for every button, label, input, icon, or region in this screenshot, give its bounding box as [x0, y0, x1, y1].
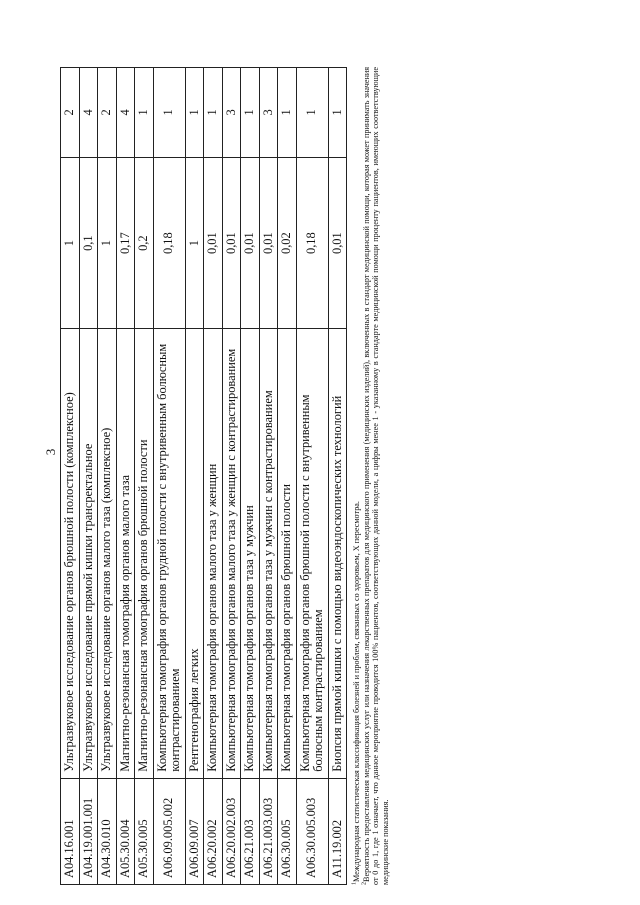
multiplicity-cell: 1 — [135, 68, 154, 158]
service-name-cell: Компьютерная томография органов малого таза у женщин — [204, 329, 223, 778]
service-name-cell: Магнитно-резонансная томография органов малого таза — [116, 329, 135, 778]
frequency-cell: 1 — [98, 157, 117, 329]
frequency-cell: 0,01 — [204, 157, 223, 329]
table-row — [204, 68, 223, 885]
service-code-cell: A05.30.005 — [135, 778, 154, 884]
footnote-1 — [352, 67, 362, 885]
table-row — [79, 68, 98, 885]
service-code-cell: A04.16.001 — [61, 778, 80, 884]
frequency-cell: 0,18 — [153, 157, 185, 329]
service-code-cell: A04.30.010 — [98, 778, 117, 884]
service-code-cell: A06.09.005.002 — [153, 778, 185, 884]
footnote-1-mark: 1 — [351, 882, 358, 885]
frequency-cell: 0,18 — [296, 157, 328, 329]
table-row — [222, 68, 241, 885]
multiplicity-cell: 4 — [116, 68, 135, 158]
frequency-cell: 1 — [61, 157, 80, 329]
service-name-cell: Компьютерная томография органов таза у мужчин — [241, 329, 260, 778]
footnote-2-mark: 2 — [360, 882, 367, 885]
table-row — [153, 68, 185, 885]
table-row — [328, 68, 347, 885]
multiplicity-cell: 1 — [241, 68, 260, 158]
multiplicity-cell: 1 — [204, 68, 223, 158]
service-code-cell: A06.09.007 — [185, 778, 204, 884]
multiplicity-cell: 4 — [79, 68, 98, 158]
multiplicity-cell: 3 — [222, 68, 241, 158]
service-name-cell: Биопсия прямой кишки с помощью видеоэндоскопических технологий — [328, 329, 347, 778]
table-row — [135, 68, 154, 885]
service-name-cell: Магнитно-резонансная томография органов брюшной полости — [135, 329, 154, 778]
frequency-cell: 0,17 — [116, 157, 135, 329]
service-code-cell: A06.20.002 — [204, 778, 223, 884]
multiplicity-cell: 1 — [278, 68, 297, 158]
frequency-cell: 1 — [185, 157, 204, 329]
frequency-cell: 0,02 — [278, 157, 297, 329]
multiplicity-cell: 2 — [61, 68, 80, 158]
multiplicity-cell: 2 — [98, 68, 117, 158]
frequency-cell: 0,01 — [222, 157, 241, 329]
table-row — [296, 68, 328, 885]
service-name-cell: Ультразвуковое исследование органов малого таза (комплексное) — [98, 329, 117, 778]
service-name-cell: Рентгенография легких — [185, 329, 204, 778]
service-code-cell: A11.19.002 — [328, 778, 347, 884]
frequency-cell: 0,1 — [79, 157, 98, 329]
footnote-2-text: Вероятность предоставления медицинских услуг или назначения лекарственных препаратов для медицинского применения (медицинских изделий), включенных в стандарт медицинской помощи, которая может принимать значения от 0 до 1, где 1 означает, что данное мероприятие проводится 100% пациентов, соответствующих данной модели, а цифры менее 1 - указанному в стандарте медицинской помощи проценту пациентов, имеющих соответствующие медицинские показания. — [361, 67, 390, 885]
multiplicity-cell: 3 — [259, 68, 278, 158]
service-name-cell: Компьютерная томография органов таза у мужчин с контрастированием — [259, 329, 278, 778]
table-row — [61, 68, 80, 885]
frequency-cell: 0,2 — [135, 157, 154, 329]
service-code-cell: A06.21.003.003 — [259, 778, 278, 884]
page-number: 3 — [43, 448, 58, 456]
multiplicity-cell: 1 — [296, 68, 328, 158]
service-name-cell: Компьютерная томография органов брюшной полости — [278, 329, 297, 778]
service-code-cell: A06.30.005 — [278, 778, 297, 884]
service-name-cell: Ультразвуковое исследование органов брюшной полости (комплексное) — [61, 329, 80, 778]
service-code-cell: A06.21.003 — [241, 778, 260, 884]
service-name-cell: Компьютерная томография органов малого таза у женщин с контрастированием — [222, 329, 241, 778]
multiplicity-cell: 1 — [185, 68, 204, 158]
service-code-cell: A05.30.004 — [116, 778, 135, 884]
footnotes — [352, 67, 390, 885]
rotated-page-content — [60, 67, 550, 885]
service-code-cell: A04.19.001.001 — [79, 778, 98, 884]
frequency-cell: 0,01 — [241, 157, 260, 329]
table-row — [278, 68, 297, 885]
service-name-cell: Ультразвуковое исследование прямой кишки трансректальное — [79, 329, 98, 778]
table-row — [241, 68, 260, 885]
table-row — [259, 68, 278, 885]
service-name-cell: Компьютерная томография органов грудной полости с внутривенным болюсным контрастированием — [153, 329, 185, 778]
frequency-cell: 0,01 — [328, 157, 347, 329]
frequency-cell: 0,01 — [259, 157, 278, 329]
service-code-cell: A06.30.005.003 — [296, 778, 328, 884]
service-name-cell: Компьютерная томография органов брюшной полости с внутривенным болюсным контрастированием — [296, 329, 328, 778]
footnote-1-text: Международная статистическая классификация болезней и проблем, связанных со здоровьем, X пересмотра. — [352, 501, 361, 882]
service-code-cell: A06.20.002.003 — [222, 778, 241, 884]
services-table — [60, 67, 347, 885]
table-row — [116, 68, 135, 885]
services-table-body — [61, 68, 347, 885]
multiplicity-cell: 1 — [328, 68, 347, 158]
footnote-2 — [362, 67, 391, 885]
multiplicity-cell: 1 — [153, 68, 185, 158]
table-row — [185, 68, 204, 885]
table-row — [98, 68, 117, 885]
